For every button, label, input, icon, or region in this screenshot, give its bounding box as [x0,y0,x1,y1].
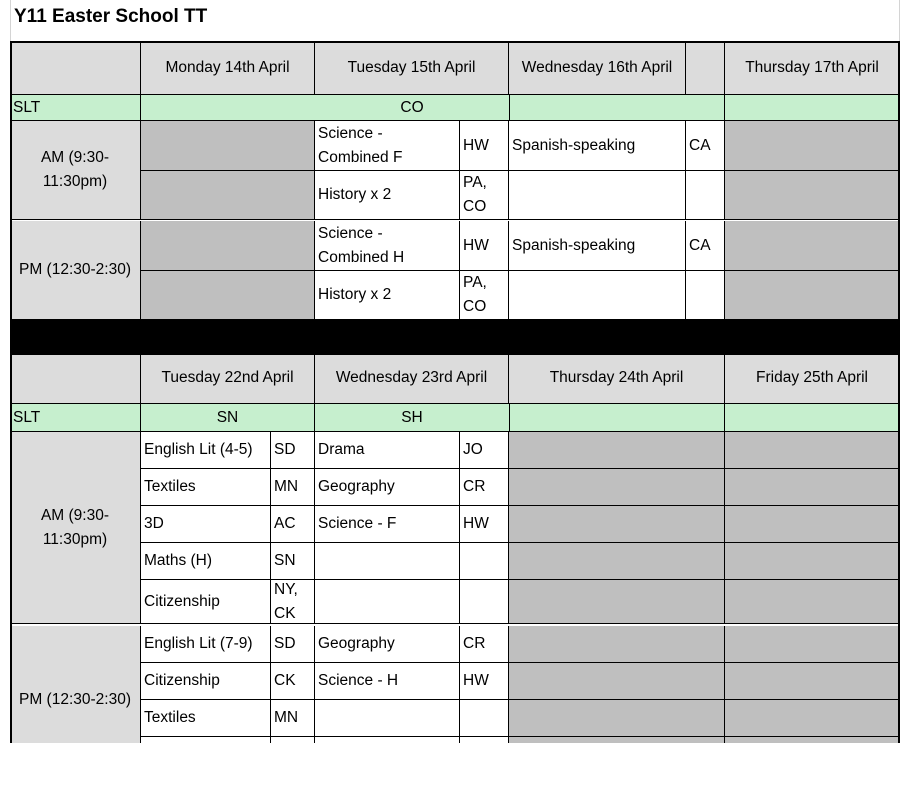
week1-am-wed-staff-text: CA [689,136,711,154]
week1-am-wed-staff[interactable] [686,171,725,220]
week2-am-wed-subject[interactable] [315,580,460,624]
blank-area [0,743,913,791]
week2-am-tue-subject-text: 3D [144,515,164,532]
week2-am-thursday-blocked[interactable] [509,469,725,506]
week2-am-tue-subject-text: Citizenship [144,592,220,610]
week1-pm-tue-staff-text: PA, CO [463,274,487,315]
week-separator-bar[interactable] [10,321,900,353]
week2-pm-thursday-blocked[interactable] [509,700,725,737]
week2-am-friday-blocked[interactable] [725,469,899,506]
week2-am-tue-staff[interactable] [271,543,315,580]
week1-am-tue-staff[interactable] [460,171,509,220]
week2-am-tue-subject-text: Maths (H) [144,552,213,569]
week2-slt-label-text: SLT [13,408,41,426]
week1-pm-tue-staff[interactable] [460,221,509,271]
week2-pm-wed-staff-text: CR [463,635,486,652]
week2-am-tue-subject-text: English Lit (4-5) [144,441,253,458]
week2-am-friday-blocked[interactable] [725,543,899,580]
week1-am-wed-subject[interactable] [509,171,686,220]
week2-am-wed-staff[interactable] [460,580,509,624]
week1-am-thursday-blocked[interactable] [725,121,899,171]
week2-am-tue-staff[interactable] [271,506,315,543]
week1-pm-wed-staff-text: CA [689,236,711,254]
week1-am-tue-subject[interactable] [315,171,460,220]
week2-am-tue-subject[interactable] [141,469,271,506]
week2-am-friday-blocked[interactable] [725,580,899,624]
week2-pm-tue-subject[interactable] [141,700,271,737]
week2-pm-tue-staff[interactable] [271,700,315,737]
week2-header-corner[interactable] [10,353,141,403]
week1-day-thursday[interactable] [725,41,899,94]
week2-day-tuesday[interactable] [141,353,315,403]
week2-am-wed-staff[interactable] [460,506,509,543]
week1-pm-wed-staff[interactable] [686,221,725,271]
week2-am-thursday-blocked[interactable] [509,432,725,469]
week1-pm-wed-staff[interactable] [686,271,725,320]
week1-day-wednesday-text: Wednesday 16th April [521,58,673,76]
week1-am-tue-staff-text: HW [463,136,489,154]
week2-slt-friday[interactable] [725,403,899,432]
week2-am-tue-staff[interactable] [271,469,315,506]
week1-day-tuesday-text: Tuesday 15th April [347,58,476,76]
week1-pm-tue-staff-text: HW [463,236,489,254]
week2-am-wed-staff-text: JO [463,441,483,458]
week2-pm-label-text: PM (12:30-2:30) [19,690,131,708]
week2-pm-wed-staff-text: HW [463,672,489,689]
week2-pm-thursday-blocked[interactable] [509,626,725,663]
week2-slt-tuesday-text: SN [216,408,239,426]
week1-am-tue-subject-text: History x 2 [318,186,392,203]
week1-slt-tuesday[interactable] [315,94,509,121]
week2-am-tue-subject[interactable] [141,543,271,580]
week2-slt-thursday[interactable] [509,403,725,432]
week2-am-tue-staff-text: SN [274,552,296,569]
week1-day-monday-text: Monday 14th April [165,58,290,76]
week2-am-wed-staff-text: HW [463,515,489,532]
week2-am-tue-staff[interactable] [271,580,315,624]
week2-pm-tue-subject-text: Citizenship [144,672,220,689]
week2-am-tue-subject[interactable] [141,432,271,469]
week2-pm-tue-subject[interactable] [141,626,271,663]
week2-am-tue-staff-text: MN [274,478,299,495]
week2-am-wed-subject-text: Science - F [318,515,397,532]
week2-pm-wed-staff[interactable] [460,663,509,700]
week2-day-tuesday-text: Tuesday 22nd April [161,369,294,386]
week2-am-friday-blocked[interactable] [725,432,899,469]
week2-am-tue-staff-text: SD [274,441,296,458]
week2-pm-tue-subject-text: English Lit (7-9) [144,635,253,652]
week1-pm-wed-subject-text: Spanish-speaking [512,236,636,254]
week2-pm-tue-subject-text: Textiles [144,709,196,726]
week2-pm-tue-staff[interactable] [271,663,315,700]
week2-pm-wed-staff[interactable] [460,626,509,663]
week2-am-wed-subject-text: Drama [318,441,365,458]
week2-pm-wed-subject-text: Science - H [318,672,399,689]
week2-pm-friday-blocked[interactable] [725,663,899,700]
week1-pm-wed-subject[interactable] [509,271,686,320]
week2-am-wed-subject[interactable] [315,506,460,543]
week2-am-tue-staff[interactable] [271,432,315,469]
week2-am-label-text: AM (9:30-11:30pm) [40,506,110,548]
week2-day-wednesday-text: Wednesday 23rd April [335,369,488,386]
week2-slt-wednesday[interactable] [315,403,509,432]
week1-pm-tue-subject[interactable] [315,221,460,271]
week1-am-wed-staff[interactable] [686,121,725,171]
week1-am-monday-blocked[interactable] [141,121,315,171]
week2-pm-thursday-blocked[interactable] [509,663,725,700]
week2-pm-tue-staff-text: CK [274,672,296,689]
week2-pm-wed-subject[interactable] [315,626,460,663]
week2-am-wed-staff[interactable] [460,432,509,469]
week1-day-monday[interactable] [141,41,315,94]
week1-am-tue-subject-text: Science - Combined F [318,124,403,166]
week2-pm-wed-subject-text: Geography [318,635,395,652]
week1-slt-monday[interactable] [141,94,315,121]
week2-am-label[interactable] [10,432,141,624]
week2-pm-friday-blocked[interactable] [725,626,899,663]
week1-pm-thursday-blocked[interactable] [725,271,899,320]
week2-pm-tue-staff[interactable] [271,626,315,663]
week2-pm-tue-subject[interactable] [141,663,271,700]
week2-pm-wed-subject[interactable] [315,663,460,700]
week1-pm-monday-blocked[interactable] [141,221,315,271]
week2-am-wed-subject[interactable] [315,469,460,506]
week1-pm-tue-staff[interactable] [460,271,509,320]
week2-am-thursday-blocked[interactable] [509,580,725,624]
week1-am-label[interactable] [10,121,141,220]
week2-am-thursday-blocked[interactable] [509,506,725,543]
week2-slt-wednesday-text: SH [401,408,423,426]
week1-slt-wednesday[interactable] [509,94,725,121]
week2-am-thursday-blocked[interactable] [509,543,725,580]
week2-pm-wed-subject[interactable] [315,700,460,737]
week2-am-wed-staff-text: CR [463,478,486,495]
week1-am-wed-subject-text: Spanish-speaking [512,136,636,154]
week1-slt-label[interactable] [10,94,141,121]
week2-am-tue-subject[interactable] [141,580,271,624]
week1-pm-label-text: PM (12:30-2:30) [19,261,131,278]
week2-am-wed-subject[interactable] [315,543,460,580]
week1-pm-wed-subject[interactable] [509,221,686,271]
week1-am-tue-staff[interactable] [460,121,509,171]
sheet-title: Y11 Easter School TT [14,6,208,27]
week1-pm-tue-subject-text: History x 2 [318,286,392,303]
week2-slt-tuesday[interactable] [141,403,315,432]
week1-pm-monday-blocked[interactable] [141,271,315,320]
week1-pm-label[interactable] [10,221,141,320]
week2-pm-friday-blocked[interactable] [725,700,899,737]
week1-pm-tue-subject-text: Science - Combined H [318,224,405,266]
week1-header-corner[interactable] [10,41,141,94]
week2-day-thursday[interactable] [509,353,725,403]
week2-day-wednesday[interactable] [315,353,509,403]
week1-am-wed-subject[interactable] [509,121,686,171]
week2-slt-label[interactable] [10,403,141,432]
week2-day-thursday-text: Thursday 24th April [549,369,684,386]
week1-slt-thursday[interactable] [725,94,899,121]
week2-am-wed-subject-text: Geography [318,478,395,495]
week2-pm-tue-staff-text: SD [274,635,296,652]
week1-day-tuesday[interactable] [315,41,509,94]
week1-am-tue-staff-text: PA, CO [463,174,487,215]
week2-day-friday[interactable] [725,353,899,403]
week1-slt-label-text: SLT [13,98,41,116]
week2-am-tue-subject[interactable] [141,506,271,543]
week1-pm-tue-subject[interactable] [315,271,460,320]
week2-am-tue-subject-text: Textiles [144,478,196,495]
week1-header-spacer[interactable] [686,41,725,94]
week1-pm-thursday-blocked[interactable] [725,221,899,271]
week2-am-wed-subject[interactable] [315,432,460,469]
week1-am-label-text: AM (9:30-11:30pm) [40,149,110,190]
week1-am-tue-subject[interactable] [315,121,460,171]
week2-pm-tue-staff-text: MN [274,709,299,726]
week1-am-thursday-blocked[interactable] [725,171,899,220]
week2-am-wed-staff[interactable] [460,543,509,580]
week1-day-thursday-text: Thursday 17th April [745,58,879,76]
week2-am-wed-staff[interactable] [460,469,509,506]
week2-am-tue-staff-text: NY, CK [274,580,298,622]
week2-pm-wed-staff[interactable] [460,700,509,737]
week1-slt-tuesday-text: CO [400,98,424,116]
week2-day-friday-text: Friday 25th April [756,369,868,386]
week1-day-wednesday[interactable] [509,41,686,94]
week2-am-friday-blocked[interactable] [725,506,899,543]
week2-am-tue-staff-text: AC [274,515,296,532]
week1-am-monday-blocked[interactable] [141,171,315,220]
